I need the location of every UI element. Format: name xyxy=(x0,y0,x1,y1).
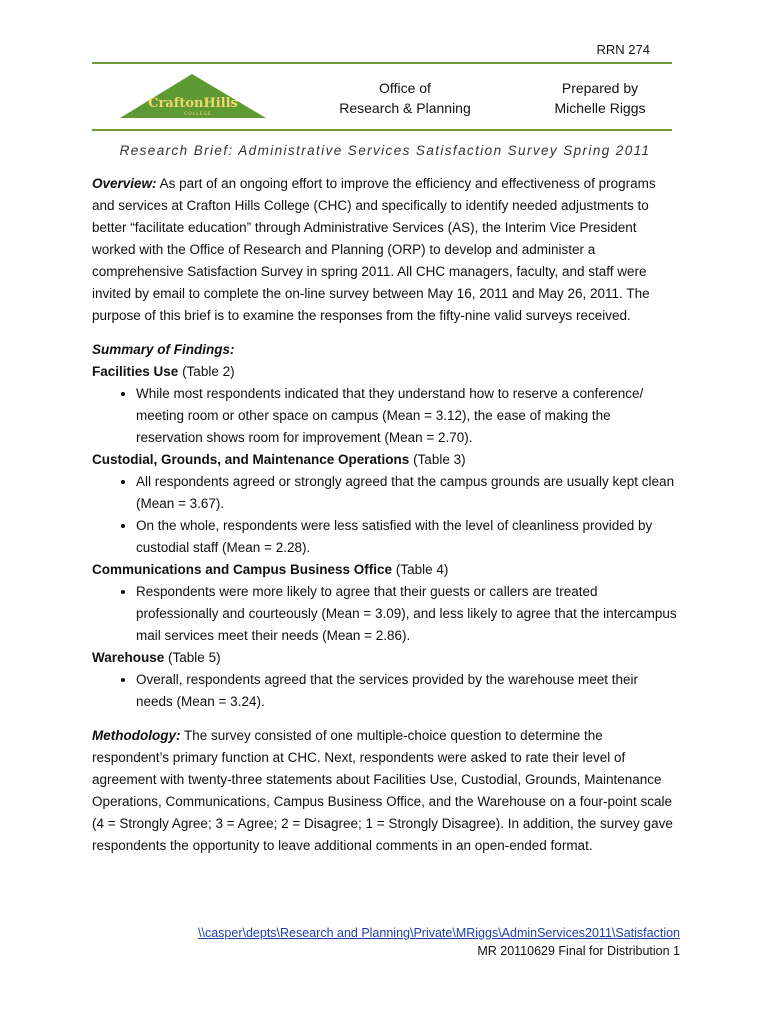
office-line-1: Office of xyxy=(379,80,431,96)
logo-subtext: COLLEGE xyxy=(184,112,212,117)
overview-text: As part of an ongoing effort to improve the efficiency and effectiveness of programs and services at Crafton Hills College (CHC) and specifically to identify needed adjustments to better “facilitate education” through Administrative Services (AS), the Interim Vice President worked with the Office of Research and Planning (ORP) to develop and administer a comprehensive Satisfaction Survey in spring 2011. All CHC managers, faculty, and staff were invited by email to complete the on-line survey between May 16, 2011 and May 26, 2011. The purpose of this brief is to examine the responses from the fifty-nine valid surveys received. xyxy=(92,176,656,323)
finding-table-ref: (Table 4) xyxy=(395,562,449,577)
communications-bullets xyxy=(92,581,678,647)
finding-table-ref: (Table 3) xyxy=(413,452,466,467)
overview-paragraph xyxy=(92,173,678,327)
custodial-bullets xyxy=(92,471,678,559)
brief-body xyxy=(92,173,678,857)
brief-title: Research Brief: Administrative Services Satisfaction Survey Spring 2011 xyxy=(119,143,651,158)
prepared-by-block xyxy=(520,78,680,118)
office-line-2: Research & Planning xyxy=(339,100,471,116)
crafton-hills-logo xyxy=(120,74,266,120)
methodology-text: The survey consisted of one multiple-choice question to determine the respondent’s primary function at CHC. Next, respondents were asked to rate their level of agreement with twenty-three statements about Facilities Use, Custodial, Grounds, Maintenance Operations, Communications, Campus Business Office, and the Warehouse on a four-point scale (4 = Strongly Agree; 3 = Agree; 2 = Disagree; 1 = Strongly Disagree). In addition, the survey gave respondents the opportunity to leave additional comments in an open-ended format. xyxy=(92,728,673,853)
methodology-label: Methodology: xyxy=(92,728,181,743)
finding-bullet: • While most respondents indicated that they understand how to reserve a conference/ meeting room or other space on campus (Mean = 3.12), the ease of making the reservation shows room for improvement (Mean = 2.70). xyxy=(136,383,678,449)
finding-bullet: • Respondents were more likely to agree that their guests or callers are treated professionally and courteously (Mean = 3.09), and less likely to agree that the intercampus mail services meet their needs (Mean = 2.86). xyxy=(136,581,678,647)
report-number: RRN 274 xyxy=(596,42,650,57)
summary-section xyxy=(92,339,678,713)
findings-warehouse xyxy=(92,647,678,669)
finding-heading: Communications and Campus Business Office xyxy=(92,562,393,577)
summary-label: Summary of Findings: xyxy=(92,342,235,357)
findings-communications xyxy=(92,559,678,581)
finding-heading: Warehouse xyxy=(92,650,165,665)
findings-facilities xyxy=(92,361,678,383)
prepared-line-1: Prepared by xyxy=(561,80,639,96)
header-top-rule xyxy=(92,62,672,64)
finding-heading: Facilities Use xyxy=(92,364,179,379)
prepared-line-2: Michelle Riggs xyxy=(554,100,646,116)
warehouse-bullets xyxy=(92,669,678,713)
methodology-paragraph xyxy=(92,725,678,857)
findings-custodial xyxy=(92,449,678,471)
finding-bullet: • On the whole, respondents were less satisfied with the level of cleanliness provided by custodial staff (Mean = 2.28). xyxy=(136,515,678,559)
finding-table-ref: (Table 5) xyxy=(168,650,221,665)
office-block xyxy=(320,78,490,118)
finding-table-ref: (Table 2) xyxy=(182,364,235,379)
finding-bullet: • Overall, respondents agreed that the services provided by the warehouse meet their needs (Mean = 3.24). xyxy=(136,669,678,713)
header-bottom-rule xyxy=(92,129,672,131)
logo-wordmark: CraftonHills xyxy=(148,96,238,111)
distribution-note: MR 20110629 Final for Distribution 1 xyxy=(477,944,680,958)
finding-heading: Custodial, Grounds, and Maintenance Operations xyxy=(92,452,410,467)
file-path-link[interactable]: \\casper\depts\Research and Planning\Private\MRiggs\AdminServices2011\Satisfaction xyxy=(198,926,680,940)
facilities-bullets xyxy=(92,383,678,449)
finding-bullet: • All respondents agreed or strongly agreed that the campus grounds are usually kept clean (Mean = 3.67). xyxy=(136,471,678,515)
overview-label: Overview: xyxy=(92,176,157,191)
